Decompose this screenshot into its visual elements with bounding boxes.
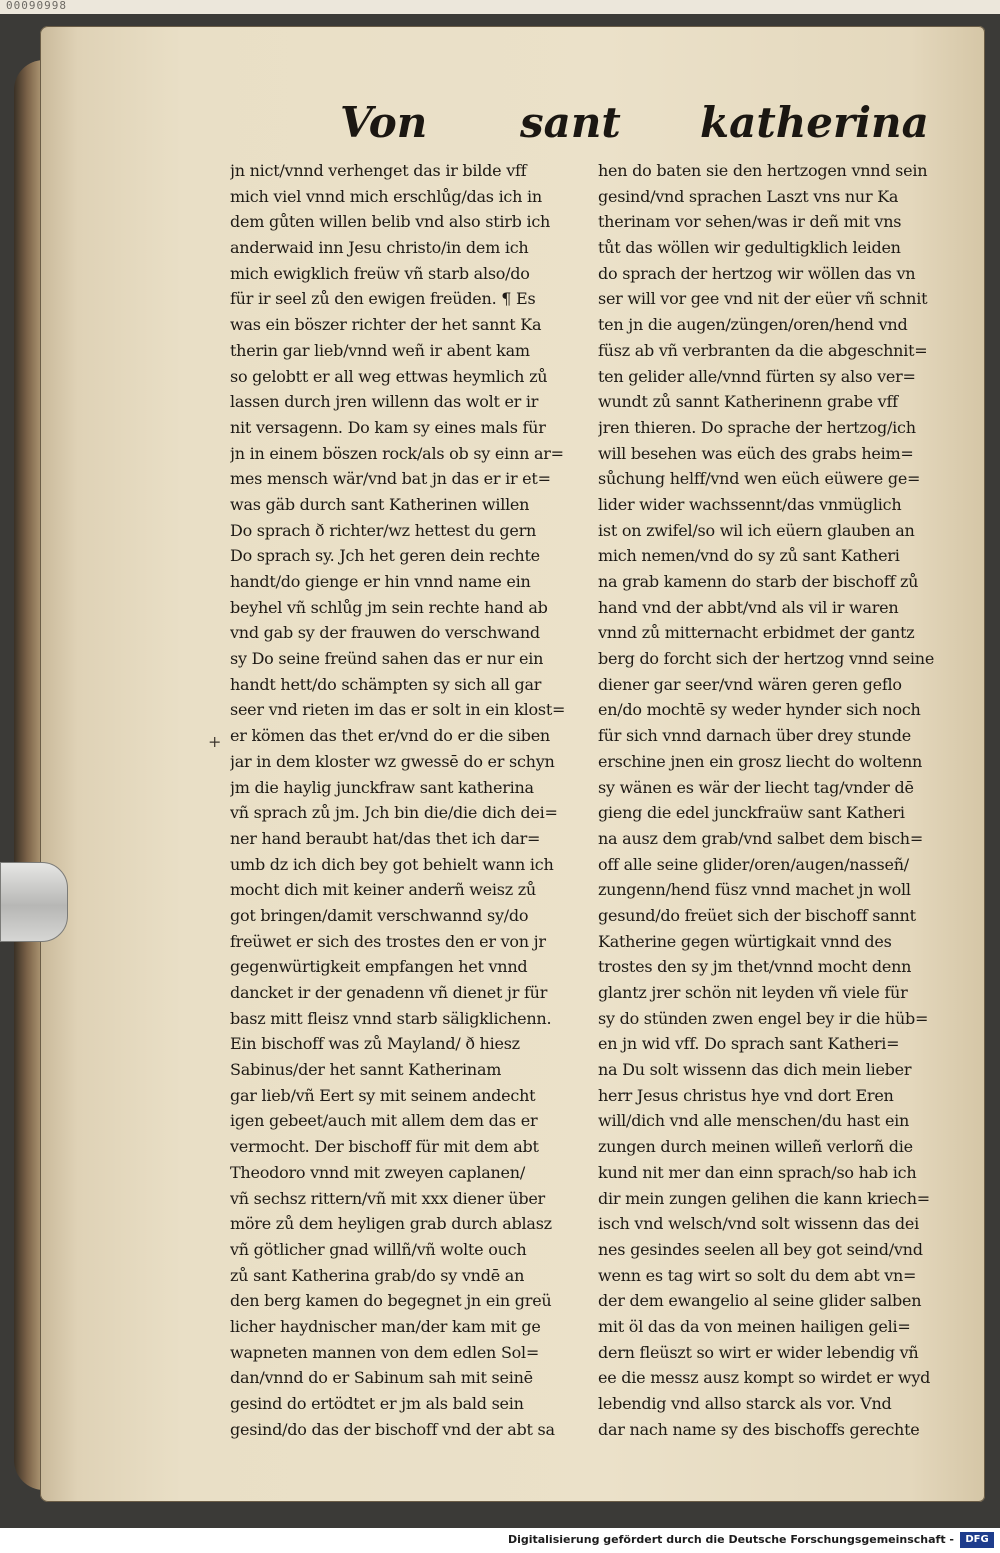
text-line: sy Do seine freünd sahen das er nur ein bbox=[230, 649, 544, 669]
text-line: dancket ir der genadenn vñ dienet jr für bbox=[230, 983, 548, 1002]
text-line: Theodoro vnnd mit zweyen caplanen/ bbox=[230, 1162, 525, 1182]
text-line: anderwaid inn Jesu christo/in dem ich bbox=[230, 238, 529, 258]
text-line: jn nict/vnnd verhenget das ir bilde vff bbox=[230, 161, 527, 180]
text-line: handt hett/do schämpten sy sich all gar bbox=[230, 674, 542, 694]
text-line: diener gar seer/vnd wären geren geflo bbox=[598, 674, 902, 694]
text-line: nes gesindes seelen all bey got seind/vnd bbox=[598, 1239, 923, 1259]
text-line: handt/do gienge er hin vnnd name ein bbox=[230, 572, 531, 591]
text-line: für ir seel zů den ewigen freüden. ¶ Es bbox=[230, 289, 536, 309]
text-line: sy wänen es wär der liecht tag/vnder dē bbox=[598, 777, 914, 797]
text-line: licher haydnischer man/der kam mit ge bbox=[230, 1316, 541, 1336]
text-line: gesund/do freüet sich der bischoff sannt bbox=[598, 905, 916, 925]
funding-notice: Digitalisierung gefördert durch die Deutsche Forschungsgemeinschaft - bbox=[507, 1533, 954, 1546]
heading-word-3: katherina bbox=[700, 98, 929, 147]
text-line: freüwet er sich des trostes den er von jr bbox=[230, 931, 546, 951]
text-line: Do sprach ð richter/wz hettest du gern bbox=[230, 520, 537, 540]
text-line: sy do stünden zwen engel bey ir die hüb= bbox=[598, 1008, 929, 1028]
text-line: zů sant Katherina grab/do sy vndē an bbox=[230, 1265, 525, 1285]
text-line: dem gůten willen belib vnd also stirb ich bbox=[230, 212, 551, 232]
text-line: berg do forcht sich der hertzog vnnd seine bbox=[598, 649, 935, 669]
text-line: umb dz ich dich bey got behielt wann ich bbox=[230, 854, 554, 874]
text-line: ten gelider alle/vnnd fürten sy also ver= bbox=[598, 366, 916, 386]
text-line: gieng die edel junckfraüw sant Katheri bbox=[598, 803, 905, 823]
footer-bar bbox=[0, 1528, 1000, 1553]
text-line: isch vnd welsch/vnd solt wissenn das dei bbox=[598, 1214, 919, 1234]
text-line: vnd gab sy der frauwen do verschwand bbox=[230, 623, 540, 643]
scan-id: 00090998 bbox=[6, 0, 67, 12]
text-line: glantz jrer schön nit leyden vñ viele für bbox=[598, 983, 908, 1002]
text-line: jn in einem böszen rock/als ob sy einn ar= bbox=[230, 443, 564, 463]
text-line: vnnd zů mitternacht erbidmet der gantz bbox=[598, 623, 915, 643]
text-line: möre zů dem heyligen grab durch ablasz bbox=[230, 1214, 552, 1234]
left-text-column bbox=[230, 158, 566, 1442]
text-line: wenn es tag wirt so solt du dem abt vn= bbox=[598, 1265, 917, 1285]
text-line: gesind/vnd sprachen Laszt vns nur Ka bbox=[598, 186, 899, 206]
text-line: den berg kamen do begegnet jn ein greü bbox=[230, 1291, 552, 1311]
text-line: therinam vor sehen/was ir deñ mit vns bbox=[598, 212, 902, 232]
text-line: will besehen was eüch des grabs heim= bbox=[598, 443, 914, 463]
text-line: dar nach name sy des bischoffs gerechte bbox=[598, 1419, 920, 1439]
text-line: seer vnd rieten im das er solt in ein klost= bbox=[230, 700, 566, 720]
text-line: ee die messz ausz kompt so wirdet er wyd bbox=[598, 1368, 931, 1388]
text-line: Katherine gegen würtigkait vnnd des bbox=[598, 931, 892, 951]
text-line: na ausz dem grab/vnd salbet dem bisch= bbox=[598, 828, 924, 848]
text-line: ten jn die augen/züngen/oren/hend vnd bbox=[598, 315, 908, 335]
text-line: tůt das wöllen wir gedultigklich leiden bbox=[598, 238, 901, 258]
text-line: herr Jesus christus hye vnd dort Eren bbox=[598, 1085, 894, 1105]
text-line: mocht dich mit keiner anderñ weisz zů bbox=[230, 880, 536, 900]
text-line: will/dich vnd alle menschen/du hast ein bbox=[598, 1111, 910, 1131]
right-text-column bbox=[598, 158, 958, 1442]
text-line: en/do mochtē sy weder hynder sich noch bbox=[598, 700, 921, 720]
page-clip bbox=[0, 862, 68, 942]
text-line: er kömen das thet er/vnd do er die siben bbox=[230, 726, 550, 746]
text-line: ist on zwifel/so wil ich eüern glauben an bbox=[598, 520, 915, 540]
text-line: mit öl das da von meinen hailigen geli= bbox=[598, 1316, 911, 1336]
text-line: got bringen/damit verschwannd sy/do bbox=[230, 905, 529, 925]
text-line: was ein böszer richter der het sannt Ka bbox=[230, 315, 542, 335]
heading-word-2: sant bbox=[520, 98, 621, 147]
text-line: zungen durch meinen willeñ verlorñ die bbox=[598, 1137, 913, 1157]
text-line: lider wider wachssennt/das vnmüglich bbox=[598, 494, 902, 514]
text-line: gesind/do das der bischoff vnd der abt sa bbox=[230, 1419, 555, 1439]
text-line: wapneten mannen von dem edlen Sol= bbox=[230, 1342, 540, 1362]
text-line: therin gar lieb/vnnd weñ ir abent kam bbox=[230, 340, 530, 360]
text-line: vermocht. Der bischoff für mit dem abt bbox=[230, 1137, 539, 1157]
text-line: vñ sprach zů jm. Jch bin die/die dich dei= bbox=[230, 803, 558, 823]
text-line: dern fleüszt so wirt er wider lebendig vñ bbox=[598, 1342, 919, 1362]
text-line: vñ sechsz rittern/vñ mit xxx diener über bbox=[230, 1188, 545, 1208]
running-heading bbox=[0, 98, 1000, 158]
text-line: mich nemen/vnd do sy zů sant Katheri bbox=[598, 546, 900, 566]
text-line: jren thieren. Do sprache der hertzog/ich bbox=[598, 417, 916, 437]
text-line: erschine jnen ein grosz liecht do woltenn bbox=[598, 751, 923, 771]
text-line: Ein bischoff was zů Mayland/ ð hiesz bbox=[230, 1034, 520, 1054]
text-line: gar lieb/vñ Eert sy mit seinem andecht bbox=[230, 1085, 536, 1105]
text-line: lebendig vnd allso starck als vor. Vnd bbox=[598, 1394, 892, 1413]
text-line: igen gebeet/auch mit allem dem das er bbox=[230, 1111, 538, 1131]
text-line: gesind do ertödtet er jm als bald sein bbox=[230, 1394, 524, 1413]
text-line: für sich vnnd darnach über drey stunde bbox=[598, 726, 911, 746]
dfg-logo: DFG bbox=[960, 1532, 994, 1548]
text-line: hand vnd der abbt/vnd als vil ir waren bbox=[598, 597, 899, 617]
text-line: so gelobtt er all weg ettwas heymlich zů bbox=[230, 366, 548, 386]
text-line: gegenwürtigkeit empfangen het vnnd bbox=[230, 957, 528, 977]
text-line: was gäb durch sant Katherinen willen bbox=[230, 494, 530, 514]
text-line: hen do baten sie den hertzogen vnnd sein bbox=[598, 161, 928, 180]
heading-word-1: Von bbox=[340, 98, 428, 147]
text-line: basz mitt fleisz vnnd starb säligklichenn. bbox=[230, 1008, 552, 1028]
text-line: vñ götlicher gnad willñ/vñ wolte ouch bbox=[230, 1239, 527, 1259]
text-line: kund nit mer dan einn sprach/so hab ich bbox=[598, 1162, 917, 1182]
margin-mark: + bbox=[208, 732, 222, 751]
text-line: dir mein zungen gelihen die kann kriech= bbox=[598, 1188, 930, 1208]
text-line: ner hand beraubt hat/das thet ich dar= bbox=[230, 828, 541, 848]
text-line: wundt zů sannt Katherinenn grabe vff bbox=[598, 392, 898, 412]
text-line: na grab kamenn do starb der bischoff zů bbox=[598, 572, 919, 591]
text-line: mich ewigklich freüw vñ starb also/do bbox=[230, 263, 530, 283]
text-line: dan/vnnd do er Sabinum sah mit seinē bbox=[230, 1368, 533, 1388]
text-line: sůchung helff/vnd wen eüch eüwere ge= bbox=[598, 469, 921, 489]
text-line: füsz ab vñ verbranten da die abgeschnit= bbox=[598, 340, 928, 360]
text-line: mich viel vnnd mich erschlůg/das ich in bbox=[230, 186, 542, 206]
text-line: der dem ewangelio al seine glider salben bbox=[598, 1291, 922, 1311]
text-line: mes mensch wär/vnd bat jn das er ir et= bbox=[230, 469, 551, 489]
text-line: lassen durch jren willenn das wolt er ir bbox=[230, 392, 539, 412]
text-line: trostes den sy jm thet/vnnd mocht denn bbox=[598, 957, 912, 977]
text-line: en jn wid vff. Do sprach sant Katheri= bbox=[598, 1034, 900, 1054]
text-line: ser will vor gee vnd nit der eüer vñ schnit bbox=[598, 289, 928, 309]
text-line: beyhel vñ schlůg jm sein rechte hand ab bbox=[230, 597, 548, 617]
text-line: Do sprach sy. Jch het geren dein rechte bbox=[230, 546, 540, 566]
text-line: zungenn/hend füsz vnnd machet jn woll bbox=[598, 880, 911, 900]
text-line: nit versagenn. Do kam sy eines mals für bbox=[230, 417, 546, 437]
text-line: na Du solt wissenn das dich mein lieber bbox=[598, 1060, 912, 1080]
text-line: do sprach der hertzog wir wöllen das vn bbox=[598, 263, 916, 283]
text-line: off alle seine glider/oren/augen/nasseñ/ bbox=[598, 854, 909, 874]
text-line: Sabinus/der het sannt Katherinam bbox=[230, 1060, 502, 1080]
text-line: jar in dem kloster wz gwessē do er schyn bbox=[230, 751, 555, 771]
text-line: jm die haylig junckfraw sant katherina bbox=[230, 777, 534, 797]
scan-id-strip bbox=[0, 0, 1000, 14]
